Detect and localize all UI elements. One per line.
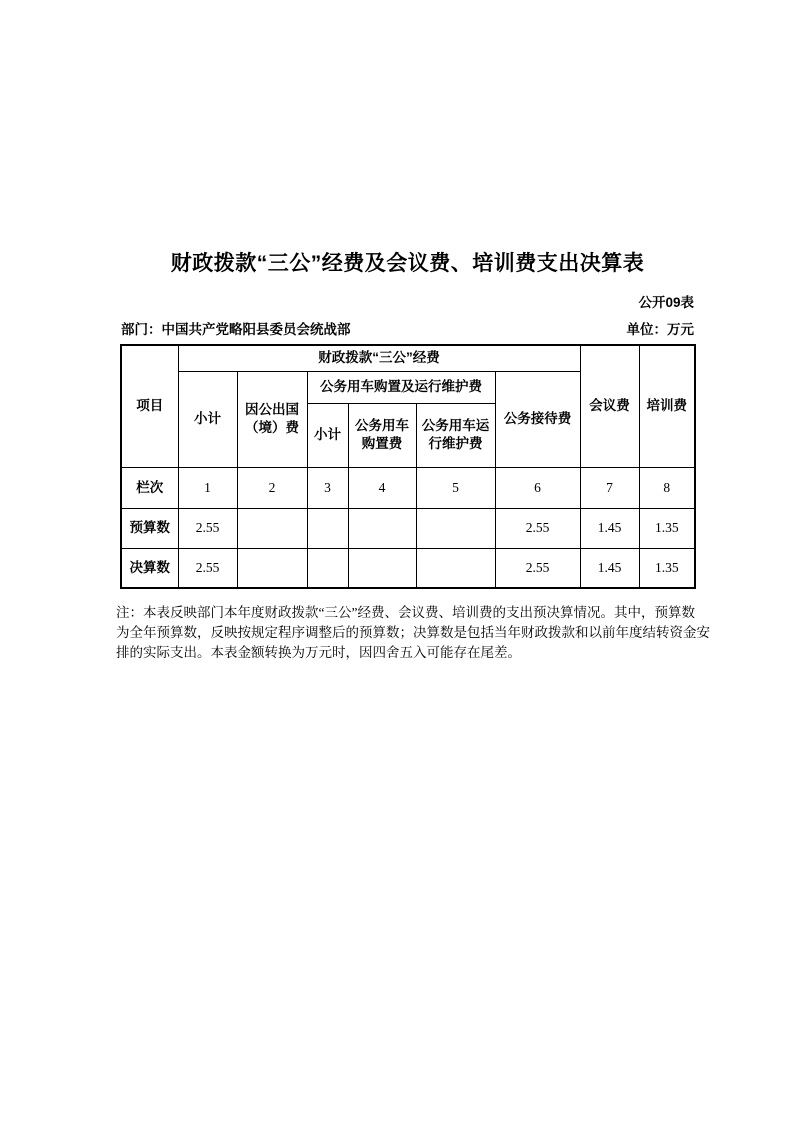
header-reception-fee: 公务接待费 xyxy=(495,371,580,467)
row-label: 栏次 xyxy=(121,467,178,508)
footnote-line: 注：本表反映部门本年度财政拨款“三公”经费、会议费、培训费的支出预决算情况。其中，预算数 xyxy=(116,605,695,620)
table-row-budget xyxy=(121,508,695,548)
header-abroad-fee: 因公出国（境）费 xyxy=(237,371,307,467)
cell: 2.55 xyxy=(178,508,237,548)
footnote-line: 排的实际支出。本表金额转换为万元时，因四舍五入可能存在尾差。 xyxy=(116,645,521,660)
cell: 2.55 xyxy=(495,508,580,548)
expense-table xyxy=(120,344,696,589)
header-vehicle-maintenance: 公务用车运行维护费 xyxy=(416,403,495,467)
cell: 1.45 xyxy=(580,548,639,588)
cell xyxy=(307,508,348,548)
cell: 4 xyxy=(348,467,416,508)
cell: 2.55 xyxy=(178,548,237,588)
header-item: 项目 xyxy=(121,345,178,467)
cell: 2.55 xyxy=(495,548,580,588)
cell: 1.45 xyxy=(580,508,639,548)
header-san-gong-group: 财政拨款“三公”经费 xyxy=(178,345,580,371)
header-vehicle-purchase: 公务用车购置费 xyxy=(348,403,416,467)
footnote-line: 为全年预算数，反映按规定程序调整后的预算数；决算数是包括当年财政拨款和以前年度结转资金安 xyxy=(116,625,710,640)
header-subtotal: 小计 xyxy=(178,371,237,467)
cell: 1.35 xyxy=(639,548,695,588)
row-label: 决算数 xyxy=(121,548,178,588)
cell xyxy=(348,548,416,588)
cell: 2 xyxy=(237,467,307,508)
table-row-column-index xyxy=(121,467,695,508)
cell: 3 xyxy=(307,467,348,508)
cell xyxy=(307,548,348,588)
page-title: 财政拨款“三公”经费及会议费、培训费支出决算表 xyxy=(170,252,645,275)
form-number: 公开09表 xyxy=(638,295,694,310)
cell xyxy=(237,548,307,588)
footnote xyxy=(116,603,710,663)
cell: 1 xyxy=(178,467,237,508)
cell: 7 xyxy=(580,467,639,508)
cell: 6 xyxy=(495,467,580,508)
cell: 8 xyxy=(639,467,695,508)
table-row-final xyxy=(121,548,695,588)
cell xyxy=(348,508,416,548)
unit-label: 单位：万元 xyxy=(626,322,694,337)
header-training-fee: 培训费 xyxy=(639,345,695,467)
header-meeting-fee: 会议费 xyxy=(580,345,639,467)
cell xyxy=(237,508,307,548)
meta-row xyxy=(121,321,694,338)
cell: 1.35 xyxy=(639,508,695,548)
row-label: 预算数 xyxy=(121,508,178,548)
cell: 5 xyxy=(416,467,495,508)
cell xyxy=(416,548,495,588)
header-vehicle-group: 公务用车购置及运行维护费 xyxy=(307,371,495,403)
cell xyxy=(416,508,495,548)
department-label: 部门：中国共产党略阳县委员会统战部 xyxy=(121,322,351,337)
header-vehicle-subtotal: 小计 xyxy=(307,403,348,467)
